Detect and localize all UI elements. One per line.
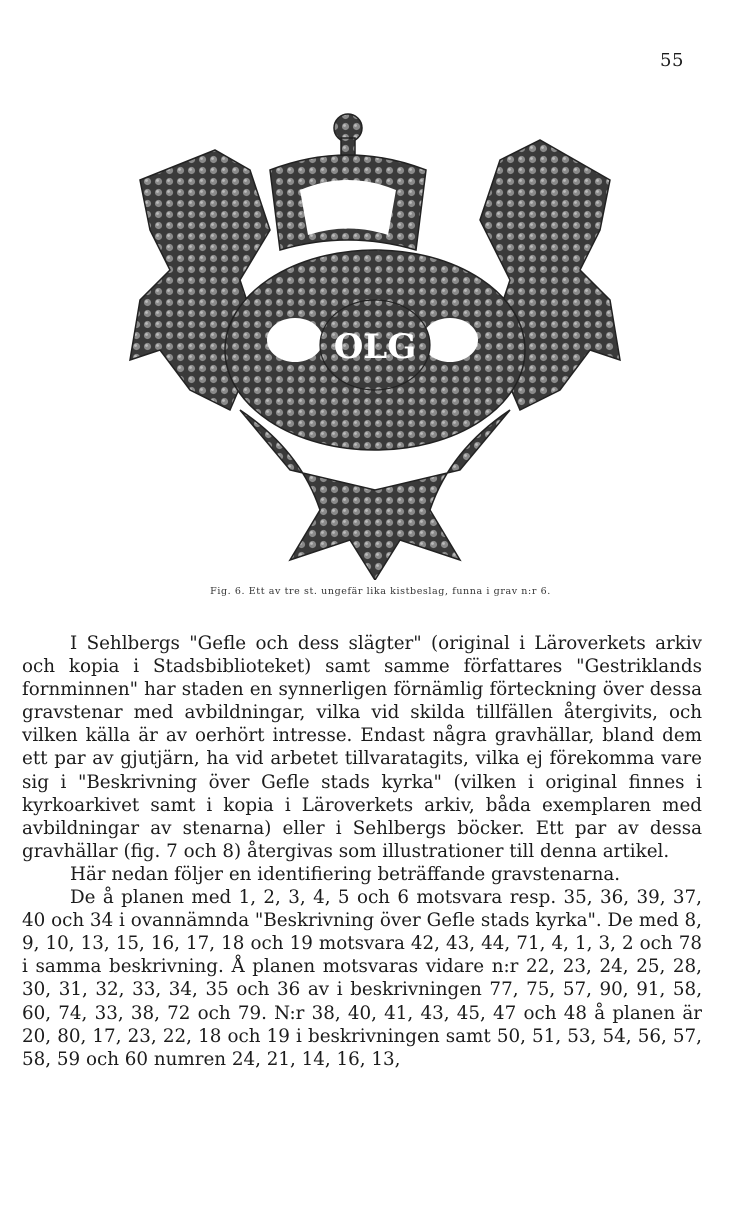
paragraph-2: Här nedan följer en identifiering beträffande gravstenarna. xyxy=(70,863,621,885)
body-text xyxy=(22,632,702,1071)
figure-coffin-fitting xyxy=(120,110,630,580)
coffin-fitting-illustration xyxy=(120,110,630,580)
page-number: 55 xyxy=(660,50,684,71)
paragraph-1: I Sehlbergs "Gefle och dess slägter" (original i Läroverkets arkiv och kopia i Stadsbiblioteket) samt samme författares "Gestriklands fornminnen" har staden en synnerligen förnämlig förteckning över dessa gravstenar med avbildningar, vilka vid skilda tillfällen återgivits, och vilken källa är av oerhört intresse. Endast några gravhällar, bland dem ett par av gjutjärn, ha vid arbetet tillvaratagits, vilka ej förekomma vare sig i "Beskrivning över Gefle stads kyrka" (vilken i original finnes i kyrkoarkivet samt i kopia i Läroverkets arkiv, båda exemplaren med avbildningar av stenarna) eller i Sehlbergs böcker. Ett par av dessa gravhällar (fig. 7 och 8) återgivas som illustrationer till denna artikel. xyxy=(22,633,702,862)
monogram-text: OLG xyxy=(333,327,417,367)
paragraph-3: De å planen med 1, 2, 3, 4, 5 och 6 motsvara resp. 35, 36, 39, 37, 40 och 34 i ovannämnda "Beskrivning över Gefle stads kyrka". De med 8, 9, 10, 13, 15, 16, 17, 18 och 19 motsvara 42, 43, 44, 71, 4, 1, 3, 2 och 78 i samma beskrivning. Å planen motsvaras vidare n:r 22, 23, 24, 25, 28, 30, 31, 32, 33, 34, 35 och 36 av i beskrivningen 77, 75, 57, 90, 91, 58, 60, 74, 33, 38, 72 och 79. N:r 38, 40, 41, 43, 45, 47 och 48 å planen är 20, 80, 17, 23, 22, 18 och 19 i beskrivningen samt 50, 51, 53, 54, 56, 57, 58, 59 och 60 numren 24, 21, 14, 16, 13, xyxy=(22,887,702,1070)
figure-caption: Fig. 6. Ett av tre st. ungefär lika kistbeslag, funna i grav n:r 6. xyxy=(210,586,551,597)
